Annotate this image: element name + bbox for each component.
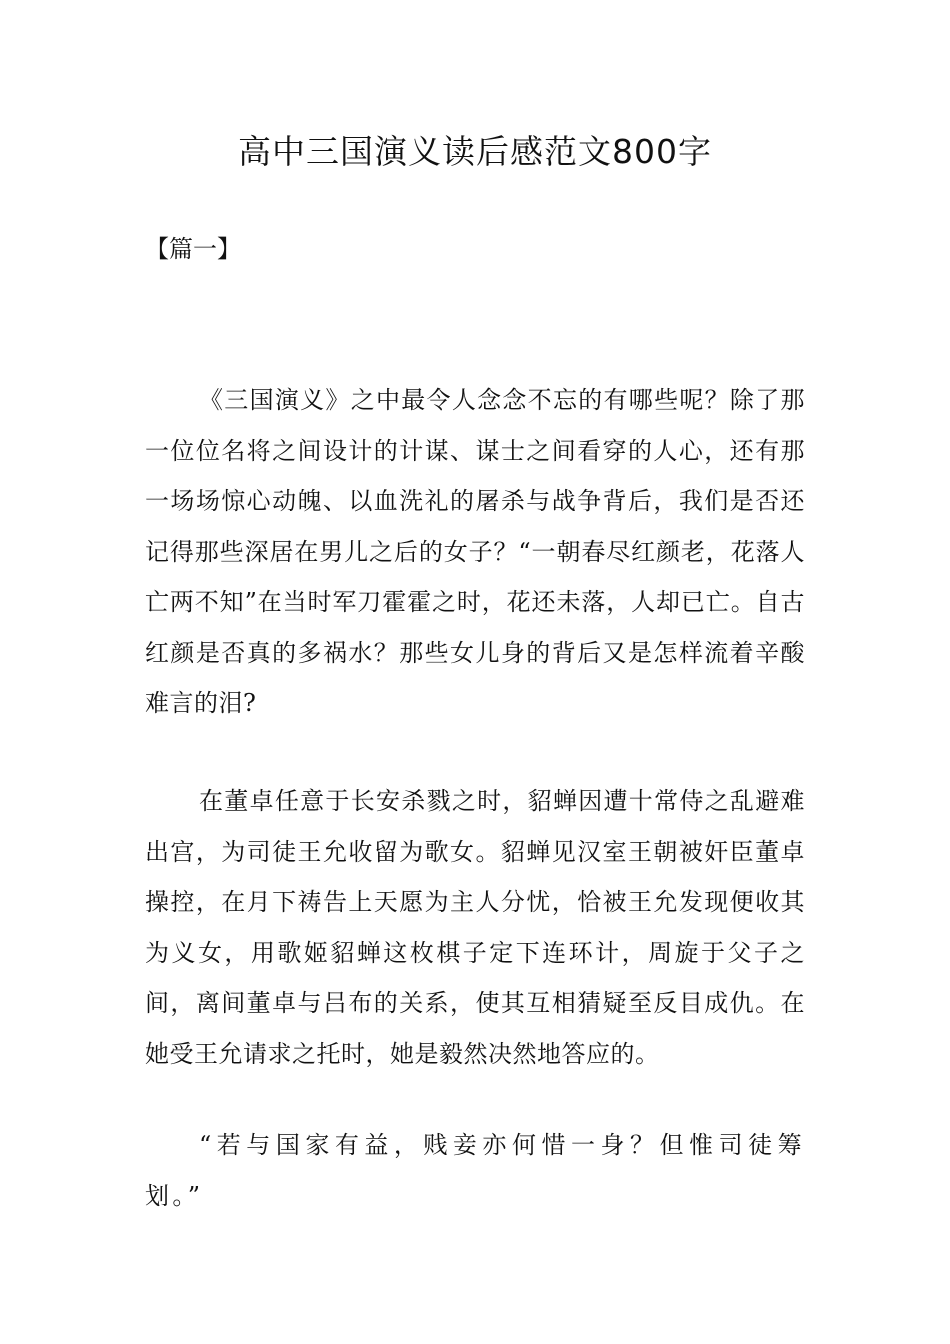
paragraph-2: 在董卓任意于长安杀戮之时，貂蝉因遭十常侍之乱避难出宫，为司徒王允收留为歌女。貂蝉见汉室王朝被奸臣董卓操控，在月下祷告上天愿为主人分忧，恰被王允发现便收其为义女，用歌姬貂蝉这枚棋子定下连环计，周旋于父子之间，离间董卓与吕布的关系，使其互相猜疑至反目成仇。在她受王允请求之托时，她是毅然决然地答应的。 <box>145 787 805 1068</box>
paragraph-1: 《三国演义》之中最令人念念不忘的有哪些呢？除了那一位位名将之间设计的计谋、谋士之间看穿的人心，还有那一场场惊心动魄、以血洗礼的屠杀与战争背后，我们是否还记得那些深居在男儿之后的女子？“一朝春尽红颜老，花落人亡两不知”在当时军刀霍霍之时，花还未落，人却已亡。自古红颜是否真的多祸水？那些女儿身的背后又是怎样流着辛酸难言的泪? <box>145 386 805 717</box>
document-title: 高中三国演义读后感范文800字 <box>238 132 712 171</box>
paragraph-3: “若与国家有益，贱妾亦何惜一身？但惟司徒筹划。” <box>145 1131 805 1210</box>
section-label: 【篇一】 <box>145 235 241 263</box>
